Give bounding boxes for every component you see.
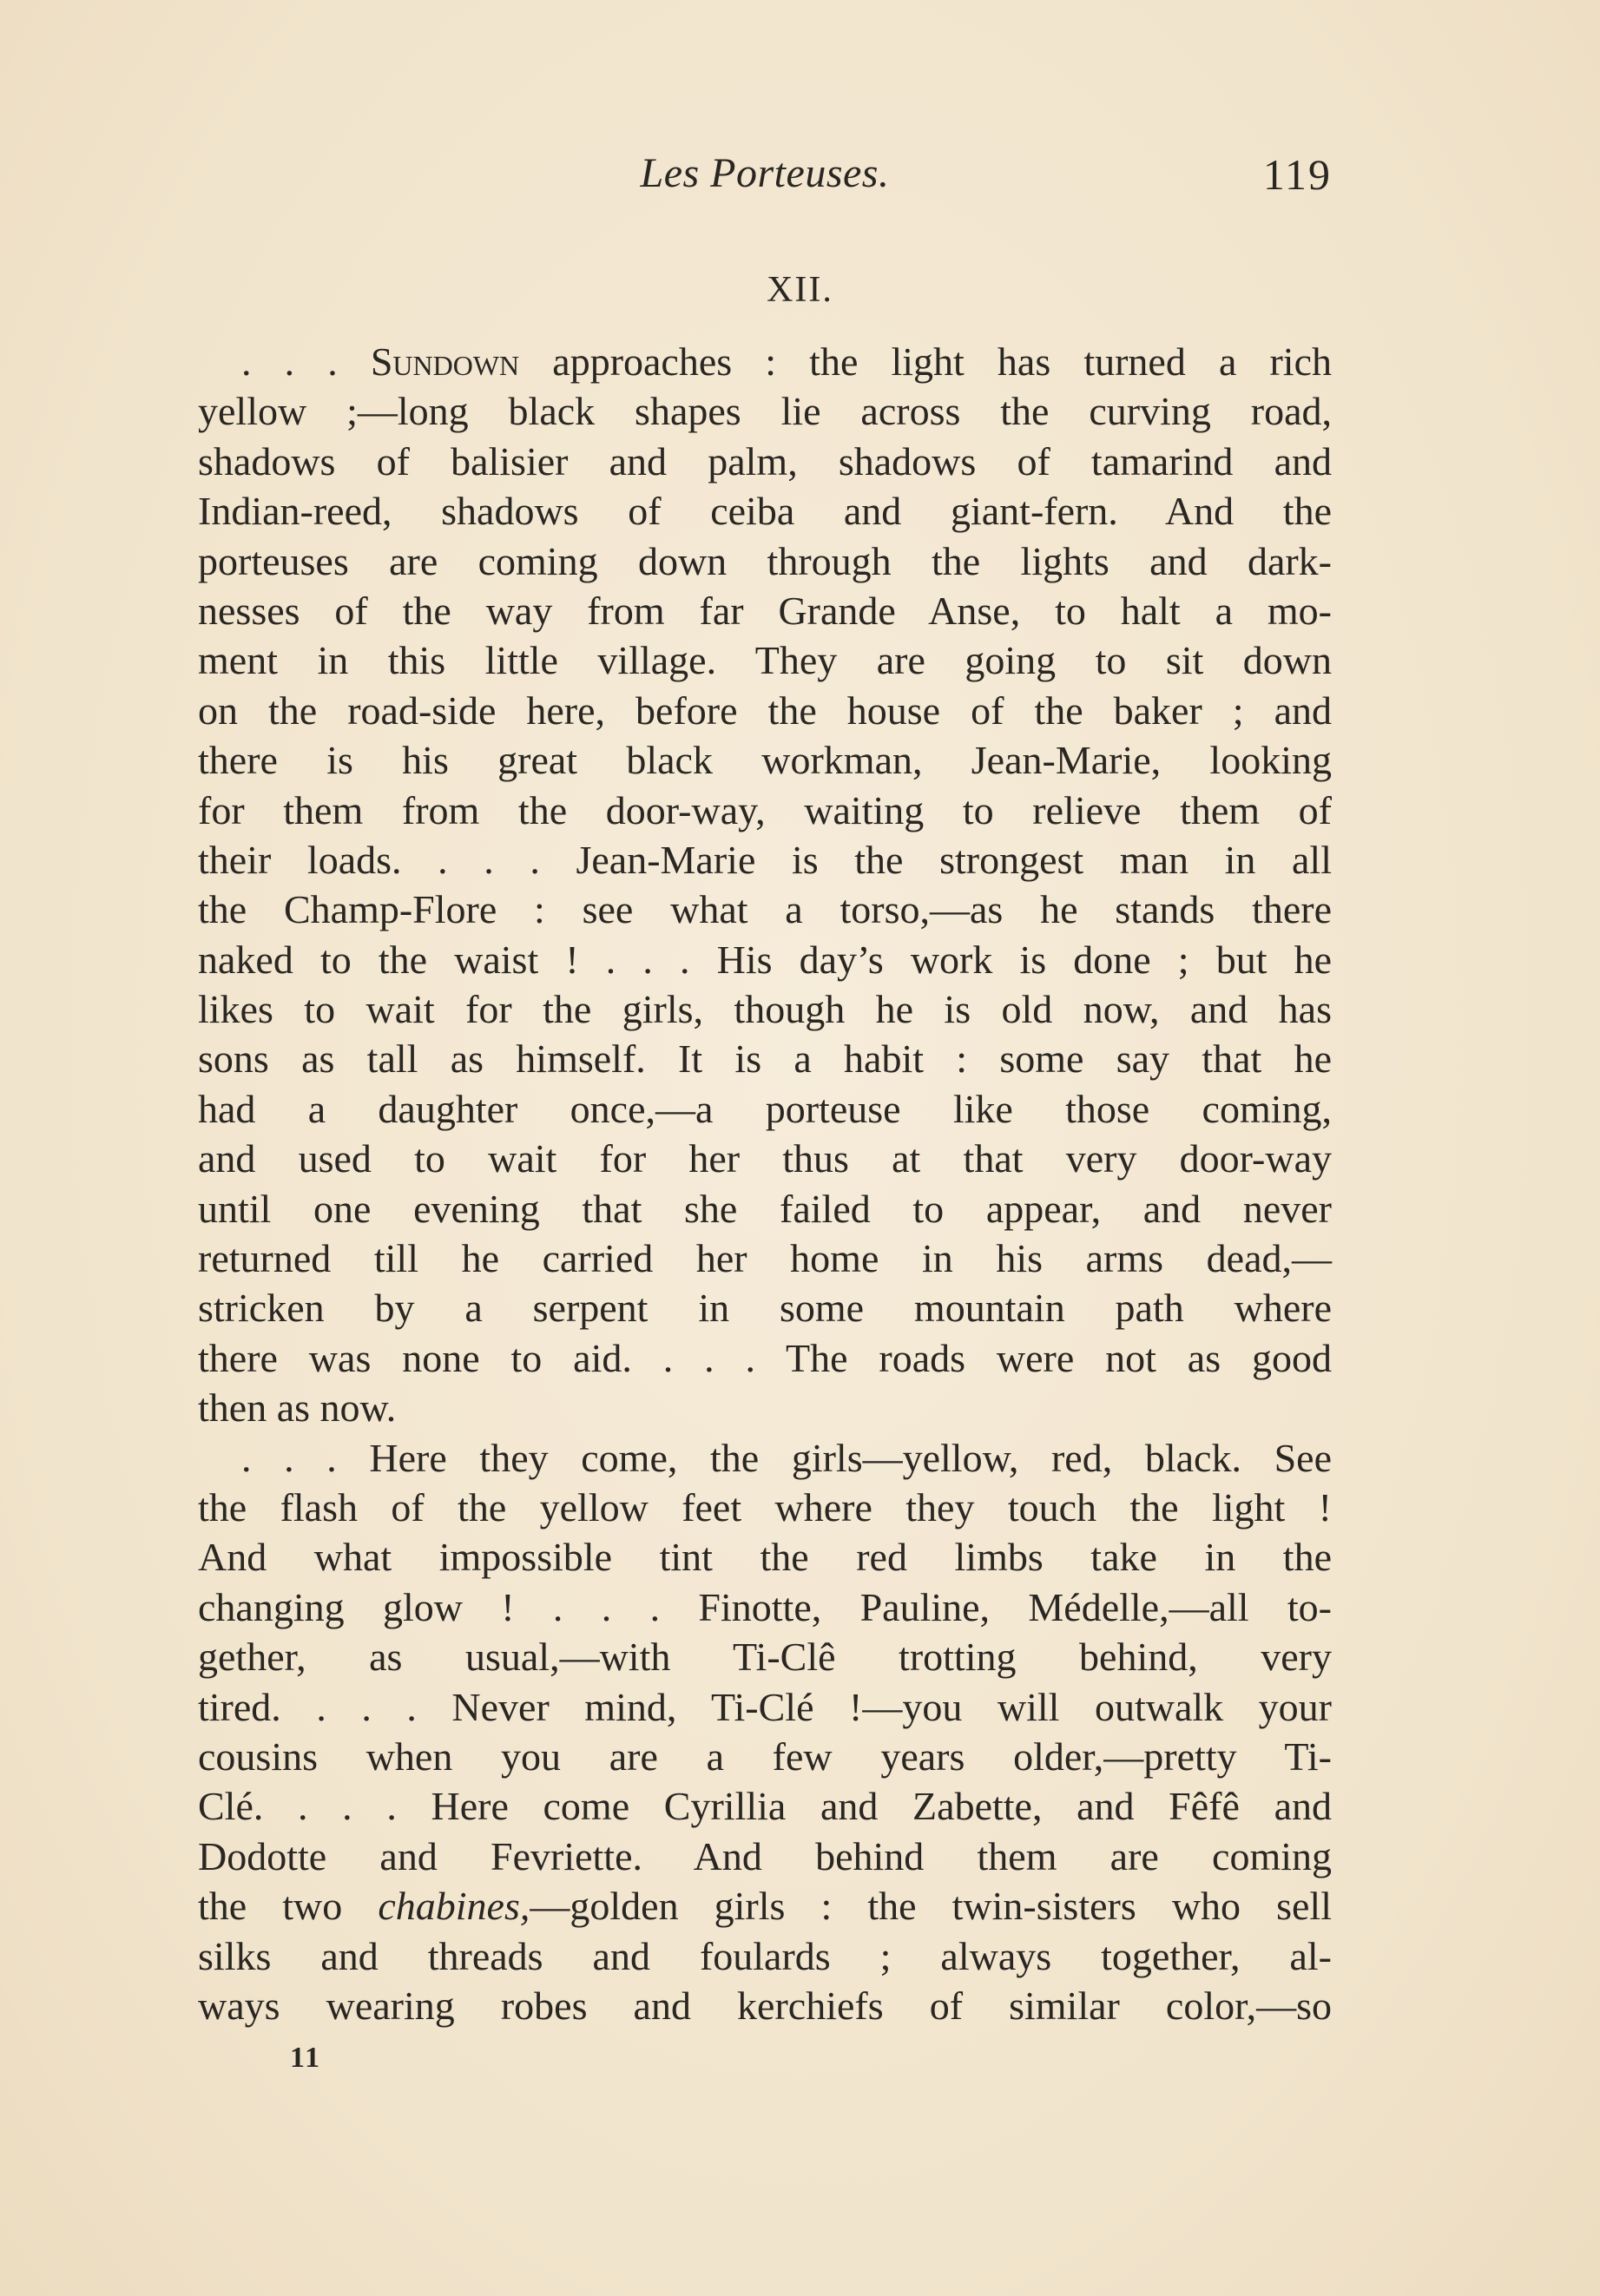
paragraph-1-line: had a daughter once,—a porteuse like those coming, (198, 1086, 1332, 1131)
paragraph-1-line: returned till he carried her home in his arms dead,— (198, 1236, 1332, 1281)
body-text (198, 337, 1332, 2030)
paragraph-1-line: ment in this little village. They are going to sit down (198, 638, 1332, 683)
page-header (198, 139, 1332, 208)
paragraph-2-line: tired. . . . Never mind, Ti-Clé !—you will outwalk your (198, 1684, 1332, 1729)
section-number: XII. (767, 270, 833, 310)
paragraph-1-line: shadows of balisier and palm, shadows of tamarind and (198, 438, 1332, 484)
paragraph-1-line: yellow ;—long black shapes lie across the curving road, (198, 389, 1332, 434)
paragraph-2-line: silks and threads and foulards ; always together, al- (198, 1933, 1332, 1978)
paragraph-2-line: the two chabines,—golden girls : the twin-sisters who sell (198, 1884, 1332, 1929)
paragraph-2-line: . . . Here they come, the girls—yellow, red, black. See (241, 1435, 1332, 1480)
paragraph-1-line: there was none to aid. . . . The roads were not as good (198, 1335, 1332, 1380)
paragraph-2-line: Clé. . . . Here come Cyrillia and Zabette, and Fêfê and (198, 1784, 1332, 1829)
paragraph-2-line: gether, as usual,—with Ti-Clê trotting behind, very (198, 1635, 1332, 1680)
paragraph-1-line: naked to the waist ! . . . His day’s work is done ; but he (198, 937, 1332, 982)
paragraph-1-line: for them from the door-way, waiting to relieve them of (198, 787, 1332, 832)
paragraph-2-line: changing glow ! . . . Finotte, Pauline, Médelle,—all to- (198, 1584, 1332, 1629)
paragraph-1-line: their loads. . . . Jean-Marie is the strongest man in all (198, 837, 1332, 882)
paragraph-2-line: Dodotte and Fevriette. And behind them are coming (198, 1833, 1332, 1878)
paragraph-1-line: sons as tall as himself. It is a habit : some say that he (198, 1036, 1332, 1082)
page-number: 119 (1262, 150, 1332, 199)
paragraph-1-line: until one evening that she failed to appear, and never (198, 1186, 1332, 1231)
paragraph-1-line: porteuses are coming down through the lights and dark- (198, 538, 1332, 583)
paragraph-2-line: cousins when you are a few years older,—pretty Ti- (198, 1734, 1332, 1779)
paragraph-1-line: then as now. (198, 1385, 397, 1431)
paragraph-2-line: And what impossible tint the red limbs take in the (198, 1535, 1332, 1580)
paragraph-1-line: likes to wait for the girls, though he is old now, and has (198, 987, 1332, 1032)
paragraph-1-line: nesses of the way from far Grande Anse, to halt a mo- (198, 588, 1332, 633)
paragraph-2-line: ways wearing robes and kerchiefs of similar color,—so (198, 1983, 1332, 2028)
paragraph-1-line: . . . Sundown approaches : the light has turned a rich (241, 339, 1332, 384)
paragraph-1-line: Indian-reed, shadows of ceiba and giant-fern. And the (198, 489, 1332, 534)
signature-mark: 11 (290, 2042, 322, 2074)
paragraph-1-line: there is his great black workman, Jean-Marie, looking (198, 738, 1332, 783)
paragraph-1-line: and used to wait for her thus at that very door-way (198, 1136, 1332, 1181)
paragraph-1-line: stricken by a serpent in some mountain path where (198, 1286, 1332, 1331)
paragraph-1-line: on the road-side here, before the house of the baker ; and (198, 687, 1332, 733)
paragraph-1-line: the Champ-Flore : see what a torso,—as he stands there (198, 887, 1332, 932)
paragraph-2-line: the flash of the yellow feet where they touch the light ! (198, 1484, 1332, 1530)
running-head: Les Porteuses. (640, 150, 890, 196)
